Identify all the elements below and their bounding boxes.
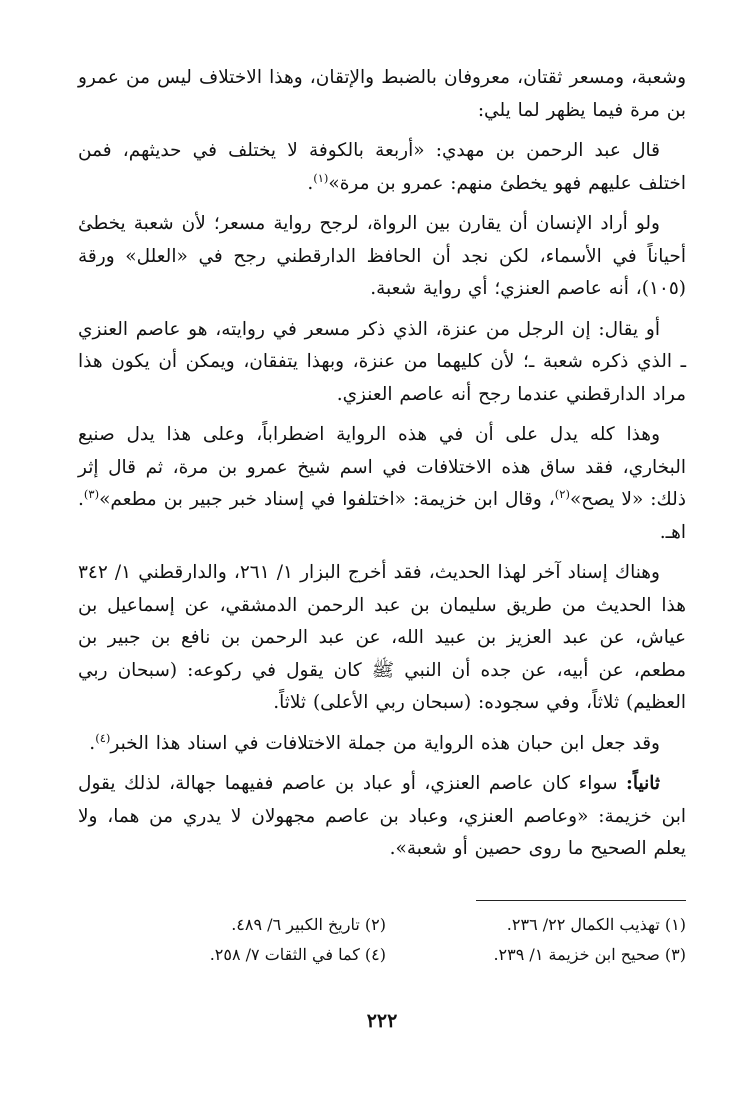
footnote-text: صحيح ابن خزيمة ١/ ٢٣٩. bbox=[493, 945, 660, 964]
paragraph-6 bbox=[78, 557, 686, 720]
footnote-3 bbox=[386, 940, 686, 970]
footnote-row bbox=[78, 940, 686, 970]
footnote-text: كما في الثقات ٧/ ٢٥٨. bbox=[209, 945, 360, 964]
paragraph-text: سواء كان عاصم العنزي، أو عباد بن عاصم ففيهما جهالة، لذلك يقول ابن خزيمة: «وعاصم العنزي، وعباد بن عاصم مجهولان لا يدري من هما، ولا يعلم الصحيح ما روى حصين أو شعبة». bbox=[78, 773, 686, 859]
paragraph-text: ولو أراد الإنسان أن يقارن بين الرواة، لرجح رواية مسعر؛ لأن شعبة يخطئ أحياناً في الأسماء، لكن نجد أن الحافظ الدارقطني رجح في «العلل» ورقة (١٠٥)، أنه عاصم العنزي؛ أي رواية شعبة. bbox=[78, 213, 686, 299]
body-text bbox=[78, 62, 686, 866]
footnote-marker-2[interactable]: (٢) bbox=[554, 486, 570, 501]
footnote-4 bbox=[86, 940, 386, 970]
paragraph-text: وهناك إسناد آخر لهذا الحديث، فقد أخرج البزار ١/ ٢٦١، والدارقطني ١/ ٣٤٢ هذا الحديث من طريق سليمان بن عبد الرحمن الدمشقي، عن إسماعيل بن عياش، عن عبد العزيز بن عبيد الله، عن عبد الرحمن بن نافع بن جبير بن مطعم، عن أبيه، عن جده أن النبي ﷺ كان يقول في ركوعه: (سبحان ربي العظيم) ثلاثاً، وفي سجوده: (سبحان ربي الأعلى) ثلاثاً. bbox=[78, 562, 686, 713]
book-page bbox=[78, 62, 686, 1067]
paragraph-text: قال عبد الرحمن بن مهدي: «أربعة بالكوفة لا يختلف في حديثهم، فمن اختلف عليهم فهو يخطئ منهم: عمرو بن مرة» bbox=[78, 140, 686, 194]
footnote-text: تهذيب الكمال ٢٢/ ٢٣٦. bbox=[506, 915, 660, 934]
paragraph-4 bbox=[78, 314, 686, 412]
footnote-marker-1[interactable]: (١) bbox=[313, 170, 329, 185]
paragraph-text: وشعبة، ومسعر ثقتان، معروفان بالضبط والإتقان، وهذا الاختلاف ليس من عمرو بن مرة فيما يظهر لما يلي: bbox=[78, 67, 686, 121]
paragraph-8 bbox=[78, 768, 686, 866]
paragraph-2 bbox=[78, 135, 686, 200]
paragraph-tail: . bbox=[307, 172, 314, 194]
footnote-row bbox=[78, 910, 686, 940]
paragraph-5 bbox=[78, 419, 686, 549]
footnote-1 bbox=[386, 910, 686, 940]
paragraph-lead: ثانياً: bbox=[626, 773, 660, 794]
footnotes bbox=[78, 910, 686, 970]
footnote-number: (٣) bbox=[664, 945, 686, 964]
footnote-number: (٤) bbox=[364, 945, 386, 964]
paragraph-tail: . bbox=[89, 732, 96, 754]
footnote-text: تاريخ الكبير ٦/ ٤٨٩. bbox=[231, 915, 360, 934]
paragraph-tail-2: . اهـ. bbox=[78, 489, 686, 543]
paragraph-tail: ، وقال ابن خزيمة: «اختلفوا في إسناد خبر جبير بن مطعم» bbox=[99, 489, 555, 510]
footnote-marker-3[interactable]: (٣) bbox=[83, 486, 100, 501]
footnote-2 bbox=[86, 910, 386, 940]
footnote-marker-4[interactable]: (٤) bbox=[95, 730, 111, 745]
paragraph-7 bbox=[78, 728, 686, 761]
paragraph-1 bbox=[78, 62, 686, 127]
footnote-number: (١) bbox=[664, 915, 686, 934]
paragraph-text: أو يقال: إن الرجل من عنزة، الذي ذكر مسعر في روايته، هو عاصم العنزي ـ الذي ذكره شعبة ـ؛ لأن كليهما من عنزة، وبهذا يتفقان، ويمكن أن يكون هذا مراد الدارقطني عندما رجح أنه عاصم العنزي. bbox=[78, 318, 686, 405]
paragraph-text: وقد جعل ابن حبان هذه الرواية من جملة الاختلافات في اسناد هذا الخبر bbox=[110, 732, 660, 754]
footnote-number: (٢) bbox=[364, 915, 386, 934]
footnote-separator bbox=[476, 900, 686, 901]
page-number: ٢٢٢ bbox=[366, 1010, 398, 1032]
paragraph-text: وهذا كله يدل على أن في هذه الرواية اضطراباً، وعلى هذا يدل صنيع البخاري، فقد ساق هذه الاختلافات في اسم شيخ عمرو بن مرة، ثم قال إثر ذلك: «لا يصح» bbox=[78, 424, 686, 510]
paragraph-3 bbox=[78, 208, 686, 306]
